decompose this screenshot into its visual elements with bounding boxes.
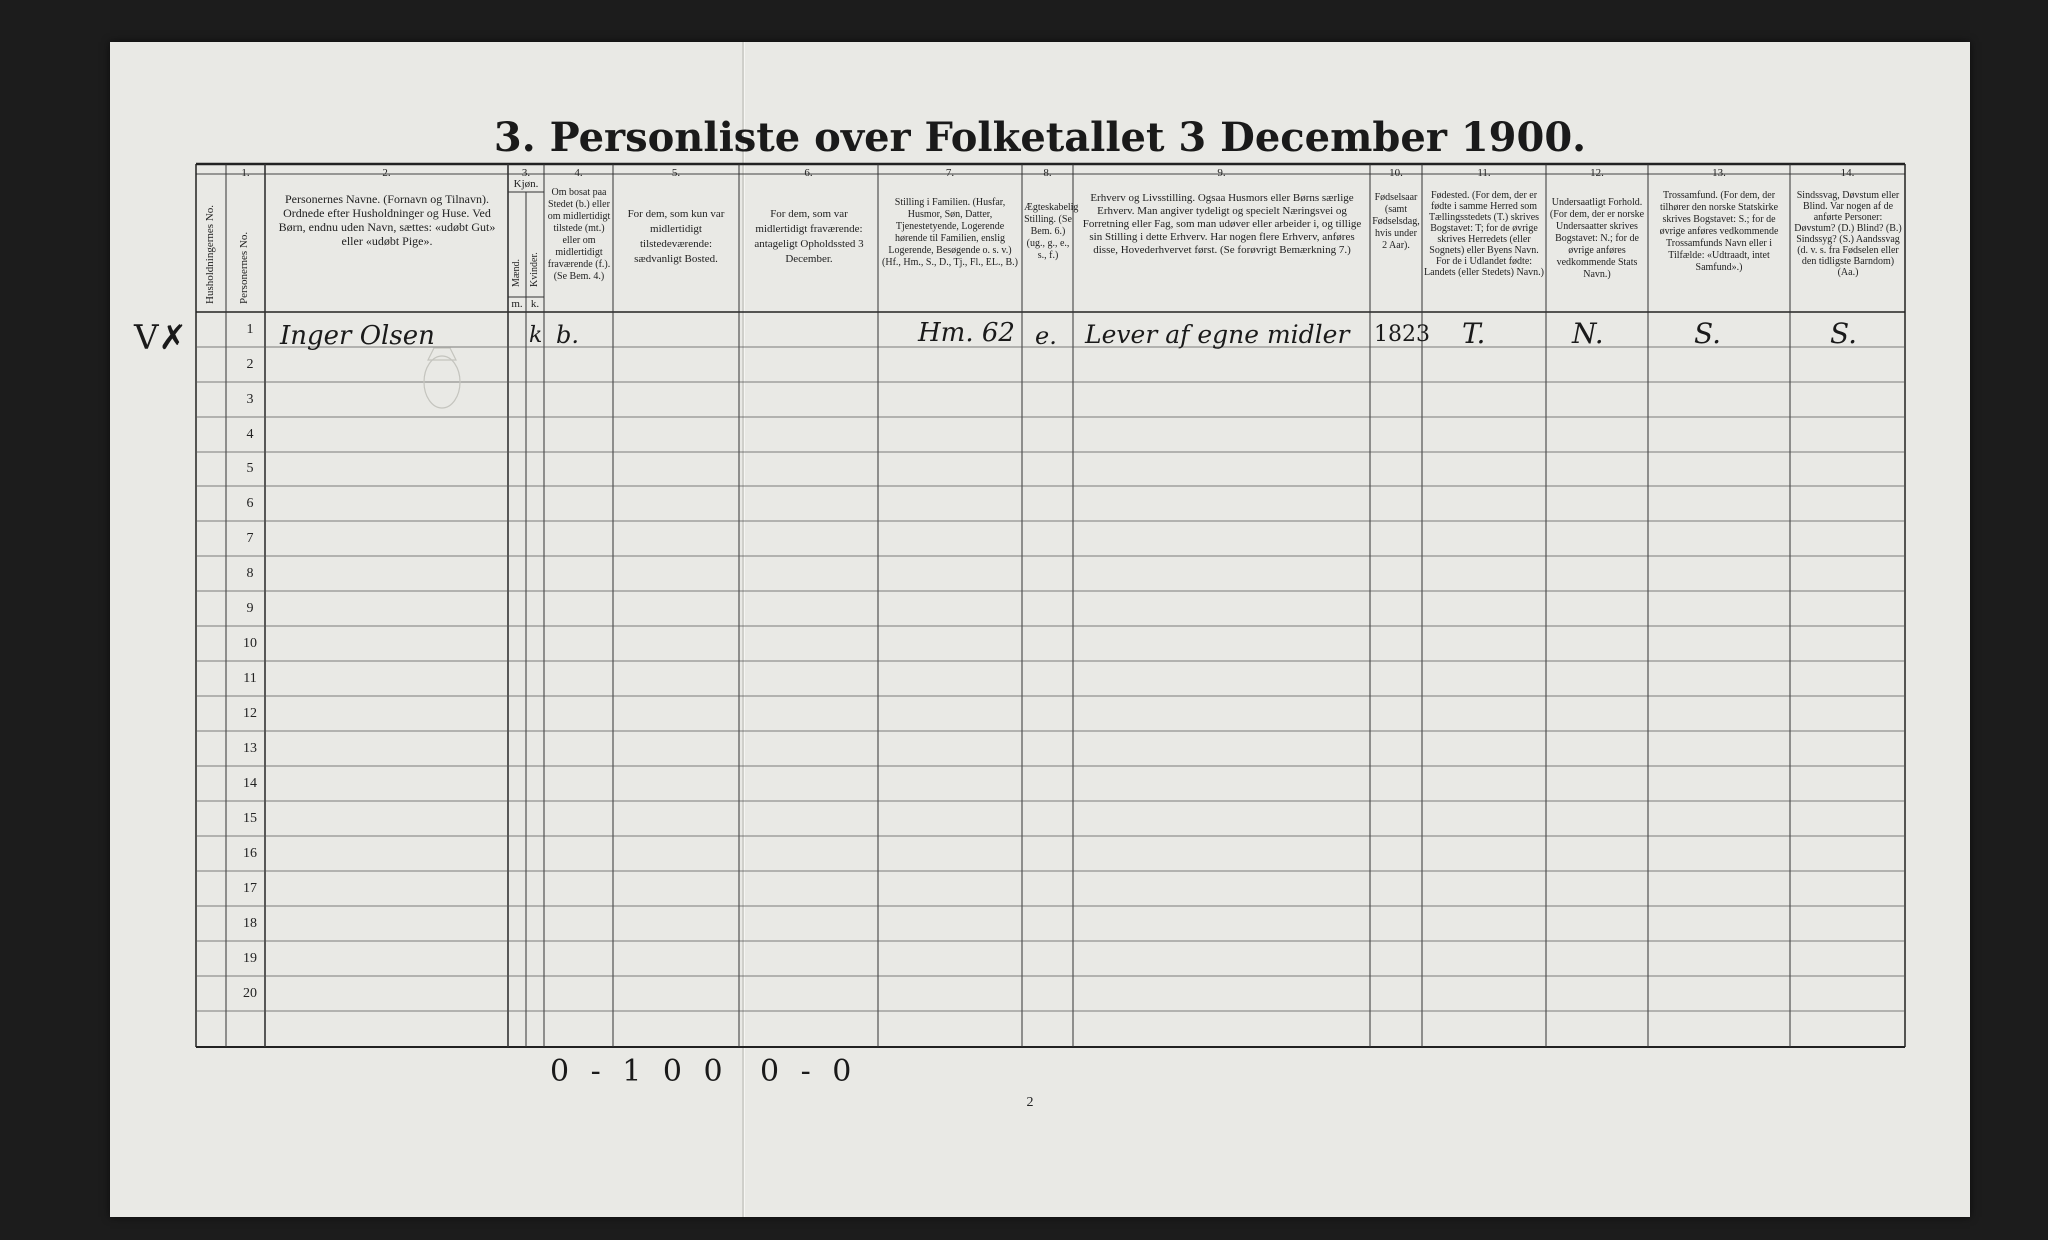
column-number-7: 7.	[945, 167, 955, 179]
header-gender-m: m.	[511, 298, 523, 310]
entry-occupation: Lever af egne midler	[1085, 320, 1350, 349]
row-number-13: 13	[243, 741, 257, 756]
column-number-4: 4.	[574, 167, 583, 179]
entry-residence: b.	[556, 321, 579, 349]
header-family-position: Stilling i Familien. (Husfar, Husmor, Søn, Datter, Tjenestetyende, Logerende hørende til Familien, enslig Logerende, Besøgende o. s. v.) (Hf., Hm., S., D., Tj., Fl., EL., B.)	[882, 197, 1018, 268]
row-number-12: 12	[243, 706, 257, 721]
header-gender-men: Mænd.	[511, 258, 522, 287]
column-number-5: 5.	[671, 167, 681, 179]
row-number-7: 7	[246, 531, 254, 546]
row-number-18: 18	[243, 916, 257, 931]
header-temp-residence: For dem, som var midlertidigt fraværende: antageligt Opholdssted 3 December.	[754, 208, 864, 265]
row-number-16: 16	[243, 846, 257, 861]
column-number-11: 11.	[1477, 167, 1491, 179]
column-number-13: 13.	[1712, 167, 1726, 179]
row-number-11: 11	[243, 671, 257, 686]
entry-marital: e.	[1035, 322, 1057, 350]
header-birthplace: Fødested. (For dem, der er fødte i samme Herred som Tællingsstedets (T.) skrives Bogstavet: T; for de øvrige skrives Herredets (eller Sognets) eller Byens Navn. For de i Udlandet fødte: Landets (eller Stedets) Navn.)	[1424, 190, 1544, 278]
column-number-14: 14.	[1840, 167, 1855, 179]
entry-religion: S.	[1694, 317, 1722, 350]
column-number-10: 10.	[1389, 167, 1403, 179]
header-usual-residence: For dem, som kun var midlertidigt tilstedeværende: sædvanligt Bosted.	[627, 208, 725, 265]
row-number-1: 1	[246, 322, 254, 337]
entry-birth-year: 1823	[1374, 322, 1430, 347]
header-birth-year: Fødselsaar (samt Fødselsdag, hvis under 2 Aar).	[1372, 192, 1420, 251]
row-number-20: 20	[243, 986, 257, 1001]
totals-right: 0 - 0	[760, 1054, 858, 1089]
header-religion: Trossamfund. (For dem, der tilhører den norske Statskirke skrives Bogstavet: S.; for de øvrige anføres vedkommende Trossamfunds Navn eller i Tilfælde: «Udtraadt, intet Samfund».)	[1659, 190, 1779, 273]
header-gender: Kjøn.	[513, 178, 539, 190]
row-number-19: 19	[243, 951, 257, 966]
column-number-1: 1.	[241, 167, 250, 179]
row-number-8: 8	[246, 566, 254, 581]
entry-birthplace: T.	[1462, 317, 1486, 350]
header-residence: Om bosat paa Stedet (b.) eller om midlertidigt tilstede (mt.) eller om midlertidigt fraværende (f.). (Se Bem. 4.)	[547, 187, 611, 282]
row-number-9: 9	[246, 601, 254, 616]
row-number-5: 5	[246, 461, 254, 476]
header-citizenship: Undersaatligt Forhold. (For dem, der er norske Undersaatter skrives Bogstavet: N.; for de øvrige anføres vedkommende Stats Navn.)	[1549, 197, 1645, 280]
header-occupation: Erhverv og Livsstilling. Ogsaa Husmors eller Børns særlige Erhverv. Man angiver tydeligt og specielt Næringsvei og Forretning eller Fag, som man udøver eller arbeider i, og tillige sin Stilling i dette Erhverv. Har nogen flere Erhverv, anføres disse, Hovederhvervet først. (Se forøvrigt Bemærkning 7.)	[1082, 192, 1362, 256]
census-sheet	[110, 42, 1970, 1217]
column-number-12: 12.	[1590, 167, 1604, 179]
page-number: 2	[1026, 1095, 1034, 1110]
entry-citizenship: N.	[1572, 317, 1604, 350]
row-number-6: 6	[246, 496, 254, 511]
entry-name: Inger Olsen	[280, 321, 435, 351]
row-number-4: 4	[246, 427, 254, 442]
row-number-2: 2	[246, 357, 254, 372]
row-number-10: 10	[243, 636, 257, 651]
totals-left: 0 - 1 0 0	[550, 1054, 729, 1089]
row-number-3: 3	[246, 392, 254, 407]
margin-check-mark: V✗	[134, 318, 188, 358]
header-disability: Sindssvag, Døvstum eller Blind. Var nogen af de anførte Personer: Døvstum? (D.) Blind? (B.) Sindssyg? (S.) Aandssvag (d. v. s. fra Fødselen eller den tidligste Barndom) (Aa.)	[1794, 190, 1902, 278]
header-person-no: Personernes No.	[238, 231, 250, 304]
column-number-3: 3.	[521, 167, 531, 179]
column-number-6: 6.	[804, 167, 813, 179]
column-number-2: 2.	[382, 167, 391, 179]
page-title: 3. Personliste over Folketallet 3 December 1900.	[493, 114, 1587, 161]
header-marital: Ægteskabelig Stilling. (Se Bem. 6.) (ug., g., e., s., f.)	[1024, 202, 1079, 261]
entry-family-position: Hm. 62	[918, 318, 1015, 348]
entry-gender: k	[529, 323, 543, 348]
header-household-no: Husholdningernes No.	[204, 205, 216, 304]
row-number-15: 15	[243, 811, 257, 826]
entry-disability: S.	[1830, 317, 1858, 350]
header-gender-k: k.	[530, 298, 540, 310]
column-number-9: 9.	[1217, 167, 1226, 179]
header-gender-women: Kvinder.	[529, 252, 540, 287]
row-number-14: 14	[243, 776, 257, 791]
header-name: Personernes Navne. (Fornavn og Tilnavn). Ordnede efter Husholdninger og Huse. Ved Børn, endnu uden Navn, sættes: «udøbt Gut» eller «udøbt Pige».	[278, 192, 496, 248]
column-number-8: 8.	[1043, 167, 1052, 179]
row-number-17: 17	[243, 881, 257, 896]
